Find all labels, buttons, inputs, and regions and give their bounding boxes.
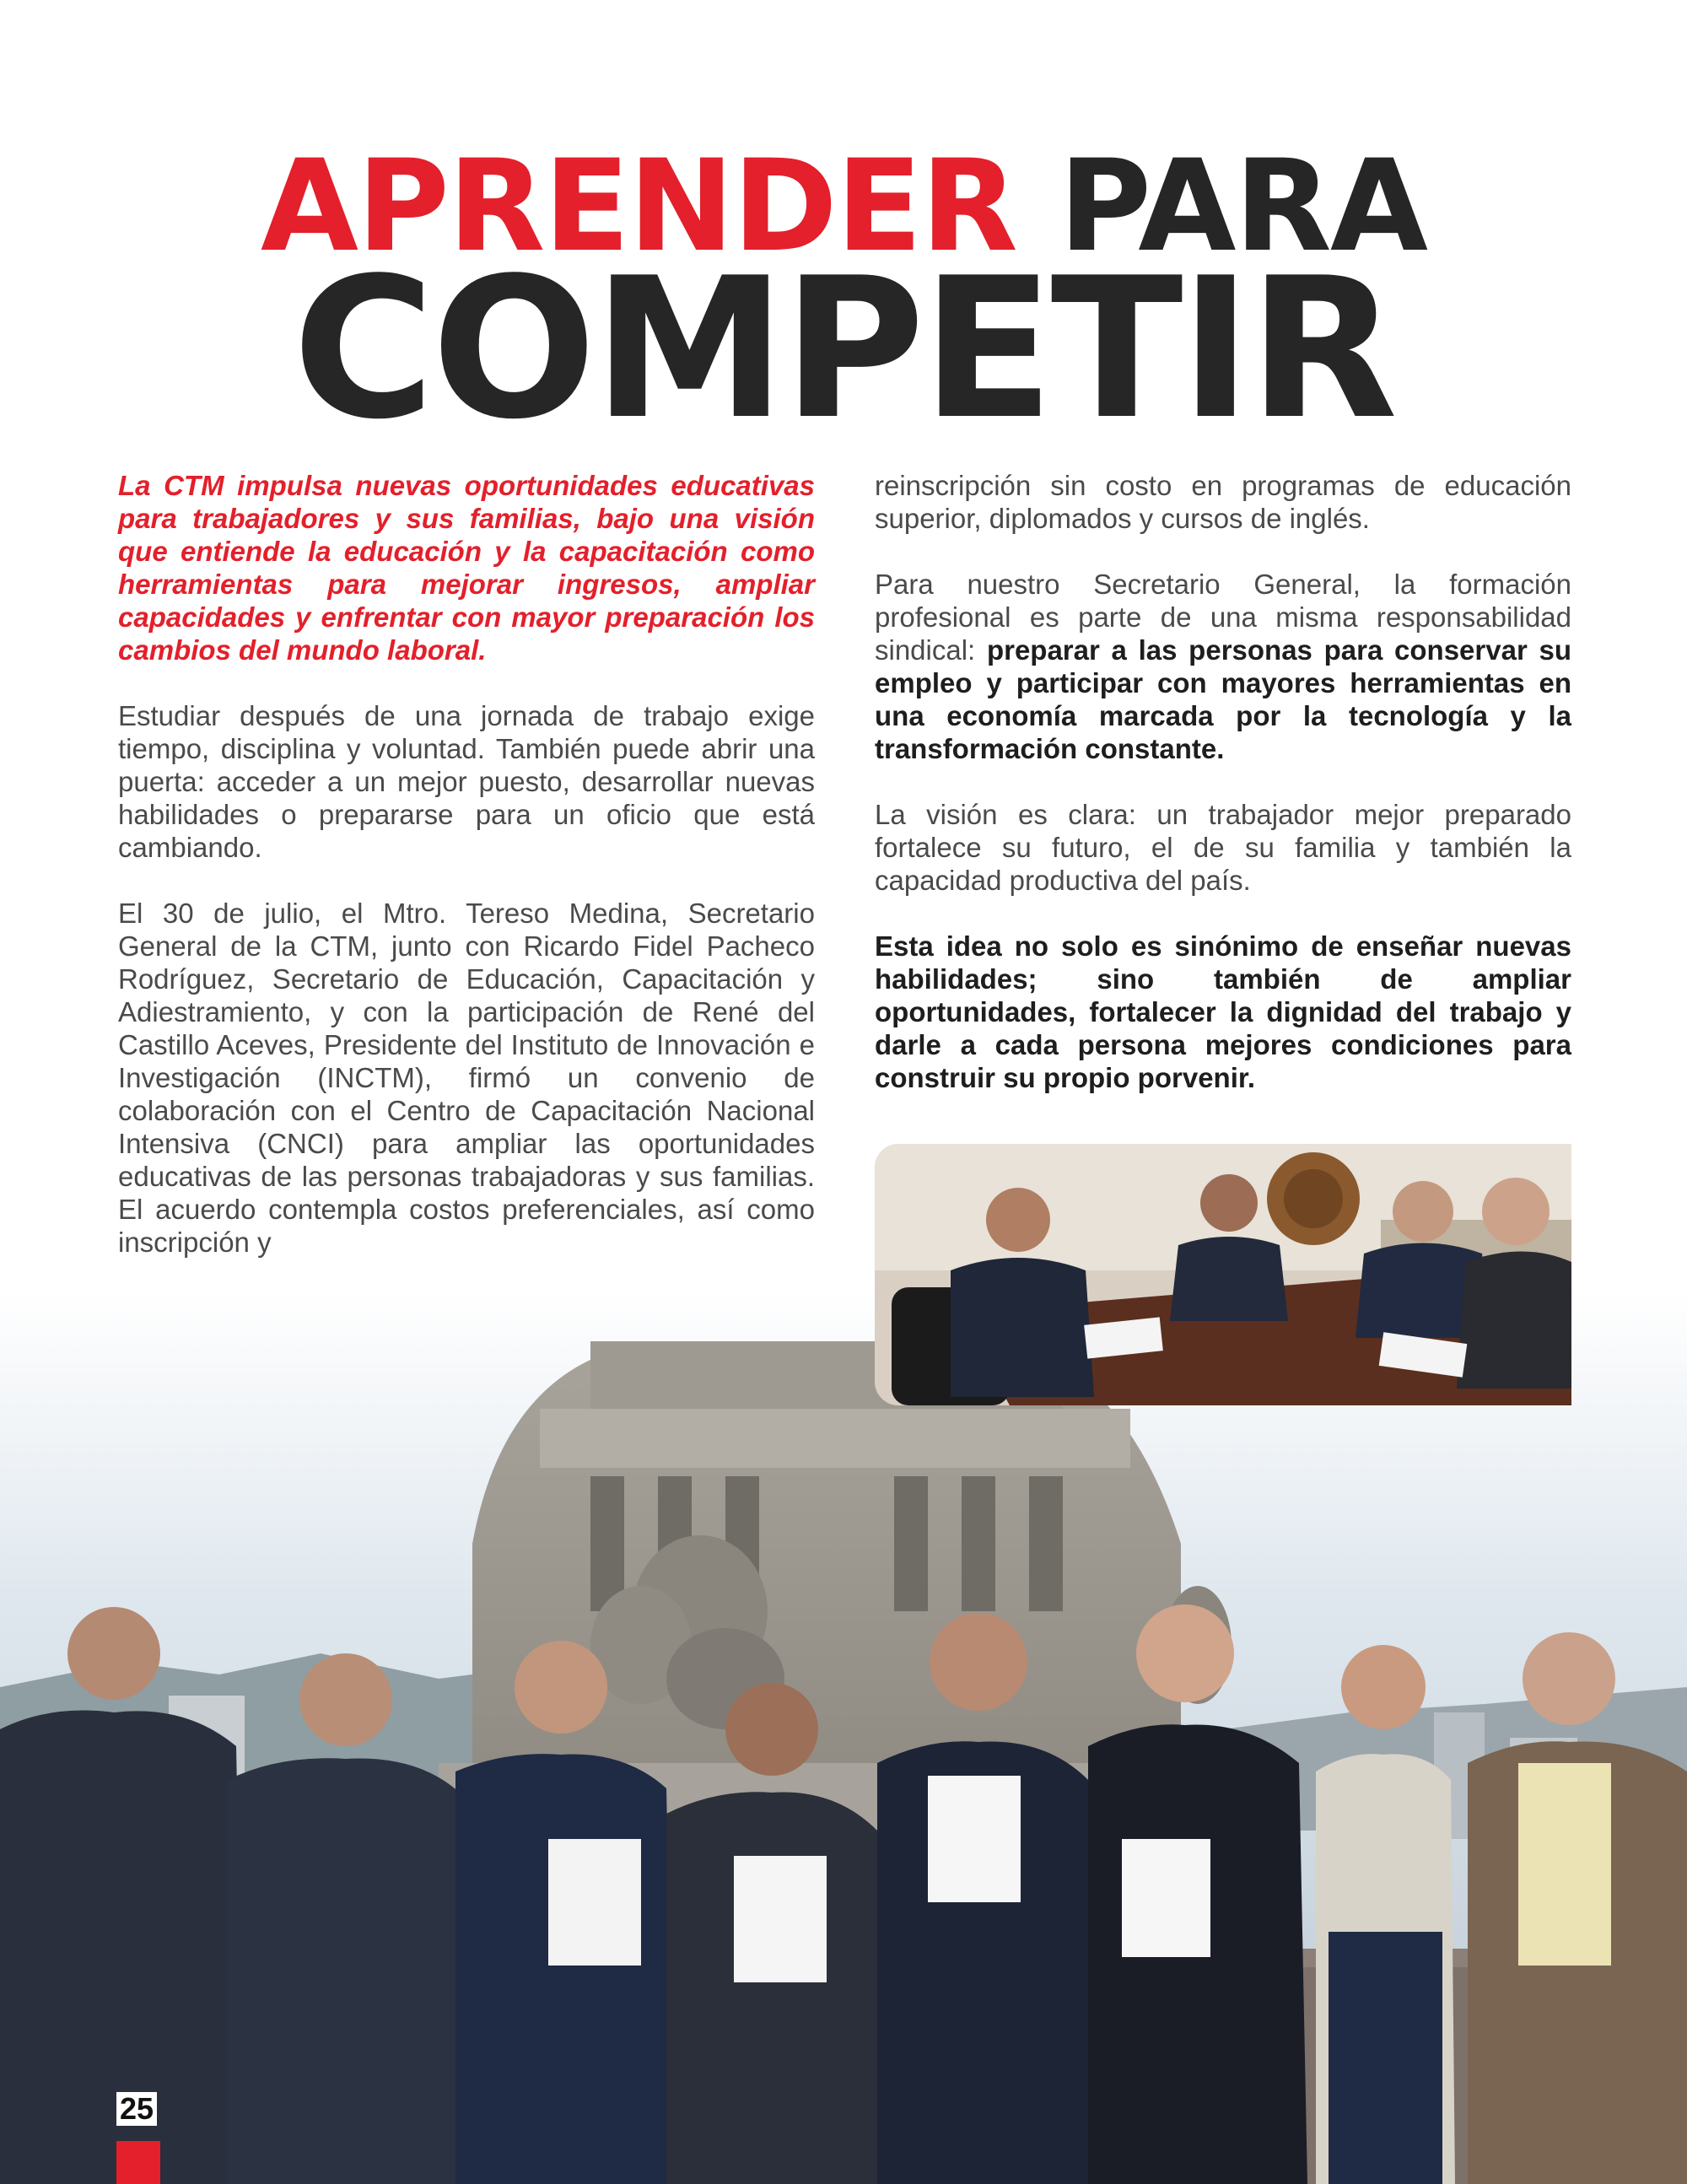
signing-photo	[875, 1144, 1571, 1405]
article-paragraph-2: El 30 de julio, el Mtro. Tereso Medina, Secretario General de la CTM, junto con Ricardo Fidel Pacheco Rodríguez, Secretario de Educación, Capacitación y Adiestramiento, y con la participación de René del Castillo Aceves, Presidente del Instituto de Innovación e Investigación (INCTM), firmó un convenio de colaboración con el Centro de Capacitación Nacional Intensiva (CNCI) para ampliar las oportunidades educativas de las personas trabajadoras y sus familias. El acuerdo contempla costos preferenciales, así como inscripción y	[118, 898, 815, 1258]
article-paragraph-5: Esta idea no solo es sinónimo de enseñar nuevas habilidades; sino también de ampliar oportunidades, fortalecer la dignidad del trabajo y darle a cada persona mejores condiciones para construir su propio porvenir.	[875, 930, 1571, 1093]
article-paragraph-2-continued: reinscripción sin costo en programas de educación superior, diplomados y cursos de inglés.	[875, 470, 1571, 534]
article-lead: La CTM impulsa nuevas oportunidades educativas para trabajadores y sus familias, bajo una visión que entiende la educación y la capacitación como herramientas para mejorar ingresos, ampliar capacidades y enfrentar con mayor preparación los cambios del mundo laboral.	[118, 470, 815, 666]
article-paragraph-3	[875, 568, 1571, 765]
group-photo	[0, 1291, 1687, 2184]
headline-word-red: APRENDER	[260, 133, 1016, 280]
headline-word-dark: PARA	[1059, 133, 1427, 280]
headline-line2: COMPETIR	[292, 237, 1395, 462]
article-column-left	[118, 469, 815, 1292]
page-corner-mark	[116, 2141, 160, 2184]
article-paragraph-1: Estudiar después de una jornada de trabajo exige tiempo, disciplina y voluntad. También puede abrir una puerta: acceder a un mejor puesto, desarrollar nuevas habilidades o prepararse para un oficio que está cambiando.	[118, 700, 815, 863]
article-paragraph-4: La visión es clara: un trabajador mejor preparado fortalece su futuro, el de su familia y también la capacidad productiva del país.	[875, 799, 1571, 896]
article-paragraph-3-text: Para nuestro Secretario General, la formación profesional es parte de una misma responsabilidad sindical:	[875, 569, 1571, 666]
page-number: 25	[116, 2092, 157, 2126]
article-paragraph-3-emphasis: preparar a las personas para conservar su empleo y participar con mayores herramientas en una economía marcada por la tecnología y la transformación constante.	[875, 634, 1572, 764]
article-column-right	[875, 469, 1571, 1127]
